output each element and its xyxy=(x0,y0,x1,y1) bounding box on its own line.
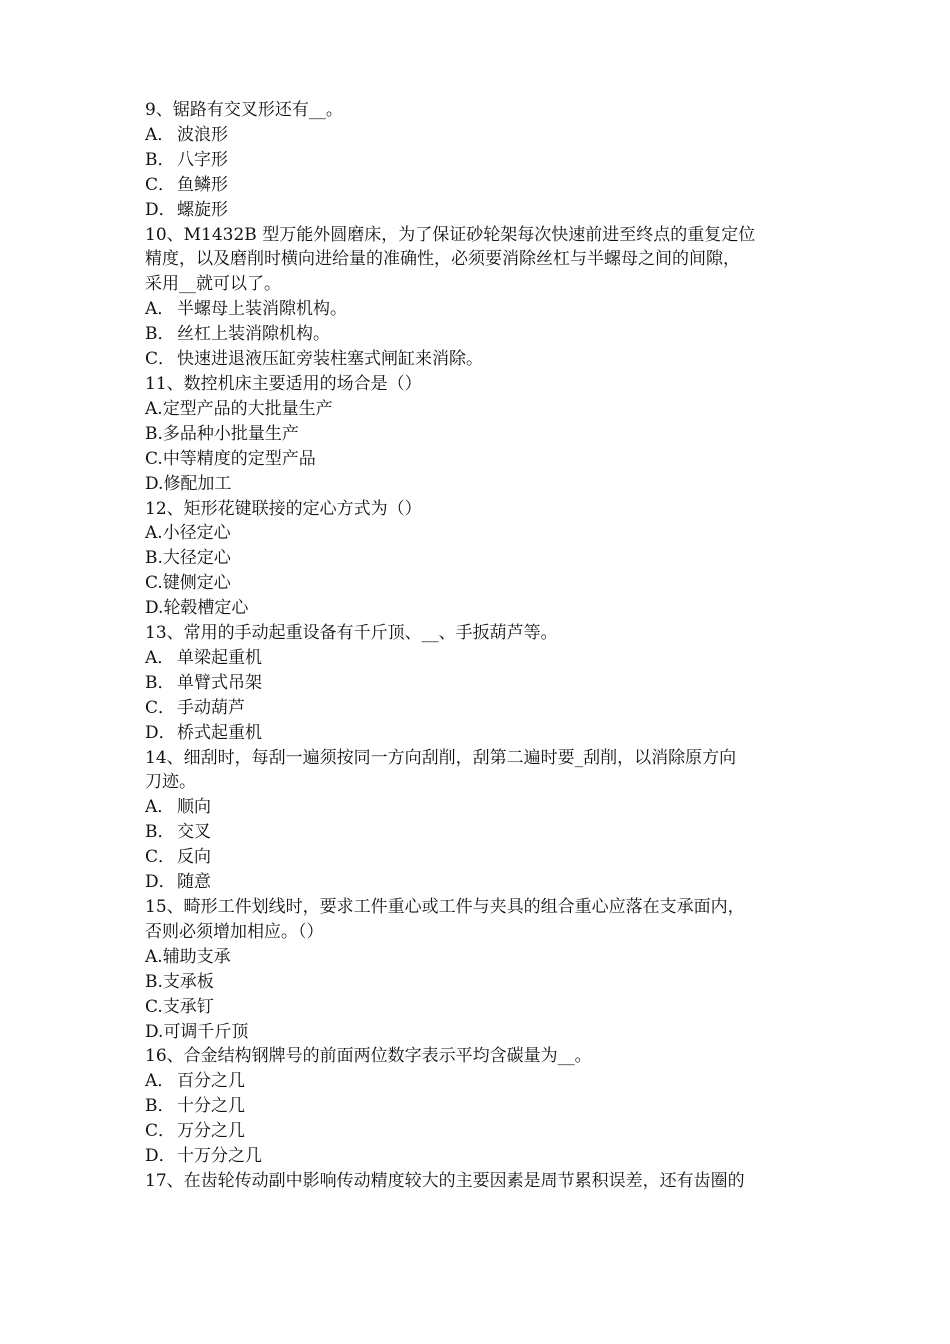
question-block xyxy=(145,98,810,223)
question-text-line: 精度，以及磨削时横向进给量的准确性，必须要消除丝杠与半螺母之间的间隙， xyxy=(145,249,740,270)
option-label: C. xyxy=(145,996,163,1017)
question-text-line: 15、畸形工件划线时，要求工件重心或工件与夹具的组合重心应落在支承面内， xyxy=(145,897,745,917)
question-block xyxy=(145,497,810,622)
answer-option xyxy=(145,1119,810,1144)
question-text-line: 11、数控机床主要适用的场合是（） xyxy=(145,373,422,394)
option-text: 键侧定心 xyxy=(162,573,231,594)
answer-option xyxy=(145,422,810,447)
answer-option xyxy=(145,945,810,970)
option-label: C. xyxy=(145,573,163,594)
option-text: 辅助支承 xyxy=(162,946,231,967)
option-text: 丝杠上装消隙机构。 xyxy=(177,324,330,345)
option-text: 多品种小批量生产 xyxy=(162,423,299,444)
option-text: 波浪形 xyxy=(177,124,228,145)
answer-option xyxy=(145,671,810,696)
answer-option xyxy=(145,347,810,372)
option-text: 修配加工 xyxy=(163,473,232,494)
question-block xyxy=(145,1169,810,1194)
option-text: 单臂式吊架 xyxy=(177,672,262,693)
option-label: A． xyxy=(145,1071,175,1092)
answer-option xyxy=(145,696,810,721)
answer-option xyxy=(145,198,810,223)
option-label: A． xyxy=(145,797,175,818)
option-text: 八字形 xyxy=(177,149,228,170)
option-text: 可调千斤顶 xyxy=(163,1021,249,1042)
option-label: D. xyxy=(145,598,164,619)
option-label: C． xyxy=(145,349,176,370)
question-text-line: 采用__就可以了。 xyxy=(145,274,281,295)
question-text-line: 刀迹。 xyxy=(145,772,196,793)
answer-option xyxy=(145,521,810,546)
option-label: D． xyxy=(145,722,176,743)
question-text-line: 13、常用的手动起重设备有千斤顶、__、手扳葫芦等。 xyxy=(145,623,558,644)
answer-option xyxy=(145,123,810,148)
option-text: 单梁起重机 xyxy=(177,647,262,668)
option-text: 万分之几 xyxy=(177,1121,245,1142)
question-text-line: 14、细刮时，每刮一遍须按同一方向刮削，刮第二遍时要_刮削，以消除原方向 xyxy=(145,747,737,768)
option-label: B. xyxy=(145,971,163,992)
answer-option xyxy=(145,546,810,571)
option-label: D． xyxy=(145,199,176,220)
answer-option xyxy=(145,970,810,995)
option-text: 百分之几 xyxy=(177,1071,245,1092)
option-text: 支承板 xyxy=(162,971,214,992)
answer-option xyxy=(145,1069,810,1094)
option-text: 支承钉 xyxy=(162,996,214,1017)
question-list xyxy=(145,98,810,1194)
question-block xyxy=(145,1044,810,1169)
option-label: B． xyxy=(145,672,175,693)
answer-option xyxy=(145,995,810,1020)
option-label: D． xyxy=(145,1146,176,1167)
option-text: 随意 xyxy=(177,872,211,893)
answer-option xyxy=(145,322,810,347)
question-text-line: 10、M1432B 型万能外圆磨床，为了保证砂轮架每次快速前进至终点的重复定位 xyxy=(145,224,756,245)
answer-option xyxy=(145,397,810,422)
option-text: 中等精度的定型产品 xyxy=(162,448,316,469)
question-block xyxy=(145,223,810,372)
option-text: 十分之几 xyxy=(177,1096,245,1117)
option-text: 大径定心 xyxy=(162,548,231,569)
question-block xyxy=(145,372,810,497)
question-text-line: 否则必须增加相应。（） xyxy=(145,921,324,942)
answer-option xyxy=(145,1020,810,1045)
answer-option xyxy=(145,721,810,746)
option-label: B． xyxy=(145,822,175,843)
option-label: A. xyxy=(145,523,163,544)
answer-option xyxy=(145,845,810,870)
answer-option xyxy=(145,297,810,322)
option-text: 十万分之几 xyxy=(177,1146,262,1167)
answer-option xyxy=(145,646,810,671)
option-label: B． xyxy=(145,324,175,345)
option-label: B． xyxy=(145,149,175,170)
option-label: D． xyxy=(145,872,176,893)
question-block xyxy=(145,895,810,1044)
option-text: 手动葫芦 xyxy=(177,697,245,718)
option-label: C． xyxy=(145,847,176,868)
option-label: C． xyxy=(145,1121,176,1142)
answer-option xyxy=(145,795,810,820)
question-text-line: 9、锯路有交叉形还有__。 xyxy=(145,100,343,120)
option-label: B. xyxy=(145,548,163,569)
answer-option xyxy=(145,820,810,845)
question-block xyxy=(145,621,810,746)
answer-option xyxy=(145,1144,810,1169)
answer-option xyxy=(145,870,810,895)
option-text: 交叉 xyxy=(177,822,211,843)
option-text: 轮毂槽定心 xyxy=(163,598,249,619)
option-text: 顺向 xyxy=(177,797,211,818)
option-text: 鱼鳞形 xyxy=(177,174,228,195)
option-label: A. xyxy=(145,398,163,419)
option-label: C． xyxy=(145,697,176,718)
option-label: A． xyxy=(145,647,175,668)
question-text-line: 16、合金结构钢牌号的前面两位数字表示平均含碳量为__。 xyxy=(145,1046,592,1067)
question-text-line: 17、在齿轮传动副中影响传动精度较大的主要因素是周节累积误差，还有齿圈的 xyxy=(145,1170,745,1191)
option-text: 桥式起重机 xyxy=(177,722,262,743)
option-text: 螺旋形 xyxy=(177,199,228,220)
option-label: C. xyxy=(145,448,163,469)
answer-option xyxy=(145,596,810,621)
answer-option xyxy=(145,148,810,173)
answer-option xyxy=(145,447,810,472)
answer-option xyxy=(145,472,810,497)
option-label: D. xyxy=(145,1021,164,1042)
question-text-line: 12、矩形花键联接的定心方式为（） xyxy=(145,498,422,519)
option-text: 小径定心 xyxy=(162,523,231,544)
option-text: 半螺母上装消隙机构。 xyxy=(177,299,347,320)
question-block xyxy=(145,746,810,895)
option-label: B． xyxy=(145,1096,175,1117)
answer-option xyxy=(145,571,810,596)
option-text: 定型产品的大批量生产 xyxy=(162,398,333,419)
option-label: A． xyxy=(145,299,175,320)
option-text: 快速进退液压缸旁装柱塞式闸缸来消除。 xyxy=(177,349,483,370)
answer-option xyxy=(145,1094,810,1119)
option-label: A. xyxy=(145,946,163,967)
answer-option xyxy=(145,173,810,198)
option-label: D. xyxy=(145,473,164,494)
option-label: B. xyxy=(145,423,163,444)
option-label: C． xyxy=(145,174,176,195)
option-text: 反向 xyxy=(177,847,211,868)
option-label: A． xyxy=(145,124,175,145)
